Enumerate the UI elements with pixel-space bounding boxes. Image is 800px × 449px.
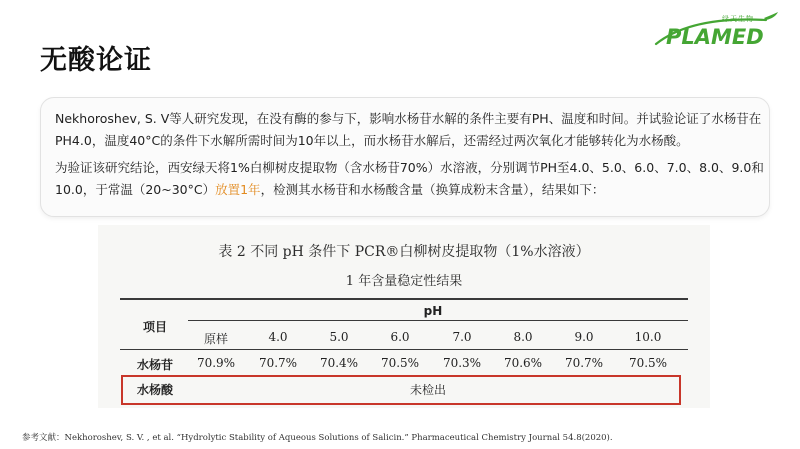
intro-paragraph-2: [55, 157, 765, 201]
item-header: 项目: [142, 320, 167, 334]
intro-paragraph-1: Nekhoroshev, S. V等人研究发现，在没有酶的参与下，影响水杨苷水解的条件主要有PH、温度和时间。并试验论证了水杨苷在PH4.0，温度40°C的条件下水解所需时间为10年以上，而水杨苷水解后，还需经过两次氧化才能够转化为水杨酸。: [55, 111, 762, 148]
col-header-ph6: 6.0: [390, 330, 410, 344]
stability-table-image: [98, 225, 710, 408]
header-bottom-rule: [120, 349, 688, 350]
salicin-ph5: 70.4%: [319, 356, 359, 370]
col-header-ph5: 5.0: [329, 330, 349, 344]
salicin-ph8: 70.6%: [503, 356, 543, 370]
col-header-ph7: 7.0: [452, 330, 472, 344]
salicin-ph7: 70.3%: [442, 356, 482, 370]
table-caption: 表 2 不同 pH 条件下 PCR®白柳树皮提取物（1%水溶液）: [218, 244, 590, 260]
row-label-salicin: 水杨苷: [136, 358, 173, 372]
intro-card: [40, 97, 770, 217]
brand-logo: [646, 10, 782, 56]
page-title: 无酸论证: [40, 45, 152, 76]
col-header-ph10: 10.0: [634, 330, 662, 344]
salicin-original: 70.9%: [196, 356, 236, 370]
row-label-salicylic-acid: 水杨酸: [136, 383, 173, 397]
logo-chinese-text: 绿天生物: [722, 15, 754, 23]
intro-p2-text: 为验证该研究结论，西安绿天将1%白柳树皮提取物（含水杨苷70%）水溶液，分别调节PH至4.0、5.0、6.0、7.0、8.0、9.0和10.0，于常温（20~30°C）: [55, 160, 764, 197]
ph-underline: [188, 320, 688, 321]
salicylic-acid-result: 未检出: [409, 383, 446, 397]
highlight-duration: 放置1年: [215, 182, 261, 197]
col-header-original: 原样: [203, 332, 228, 346]
col-header-ph4: 4.0: [268, 330, 288, 344]
ph-header: pH: [423, 304, 443, 318]
intro-p2-end: ，检测其水杨苷和水杨酸含量（换算成粉末含量），结果如下：: [260, 182, 605, 197]
logo-wordmark: PLAMED: [666, 25, 764, 49]
table-subcaption: 1 年含量稳定性结果: [345, 274, 463, 289]
col-header-ph9: 9.0: [574, 330, 594, 344]
col-header-ph8: 8.0: [513, 330, 533, 344]
table-top-rule: [120, 298, 688, 300]
intro-text: [55, 108, 765, 201]
salicin-ph10: 70.5%: [628, 356, 668, 370]
salicin-ph9: 70.7%: [564, 356, 604, 370]
reference-citation: 参考文献：Nekhoroshev, S. V. , et al. “Hydrolytic Stability of Aqueous Solutions of Salicin.” Pharmaceutical Chemistry Journal 54.8(2020).: [22, 433, 613, 443]
salicin-ph4: 70.7%: [258, 356, 298, 370]
salicin-ph6: 70.5%: [380, 356, 420, 370]
